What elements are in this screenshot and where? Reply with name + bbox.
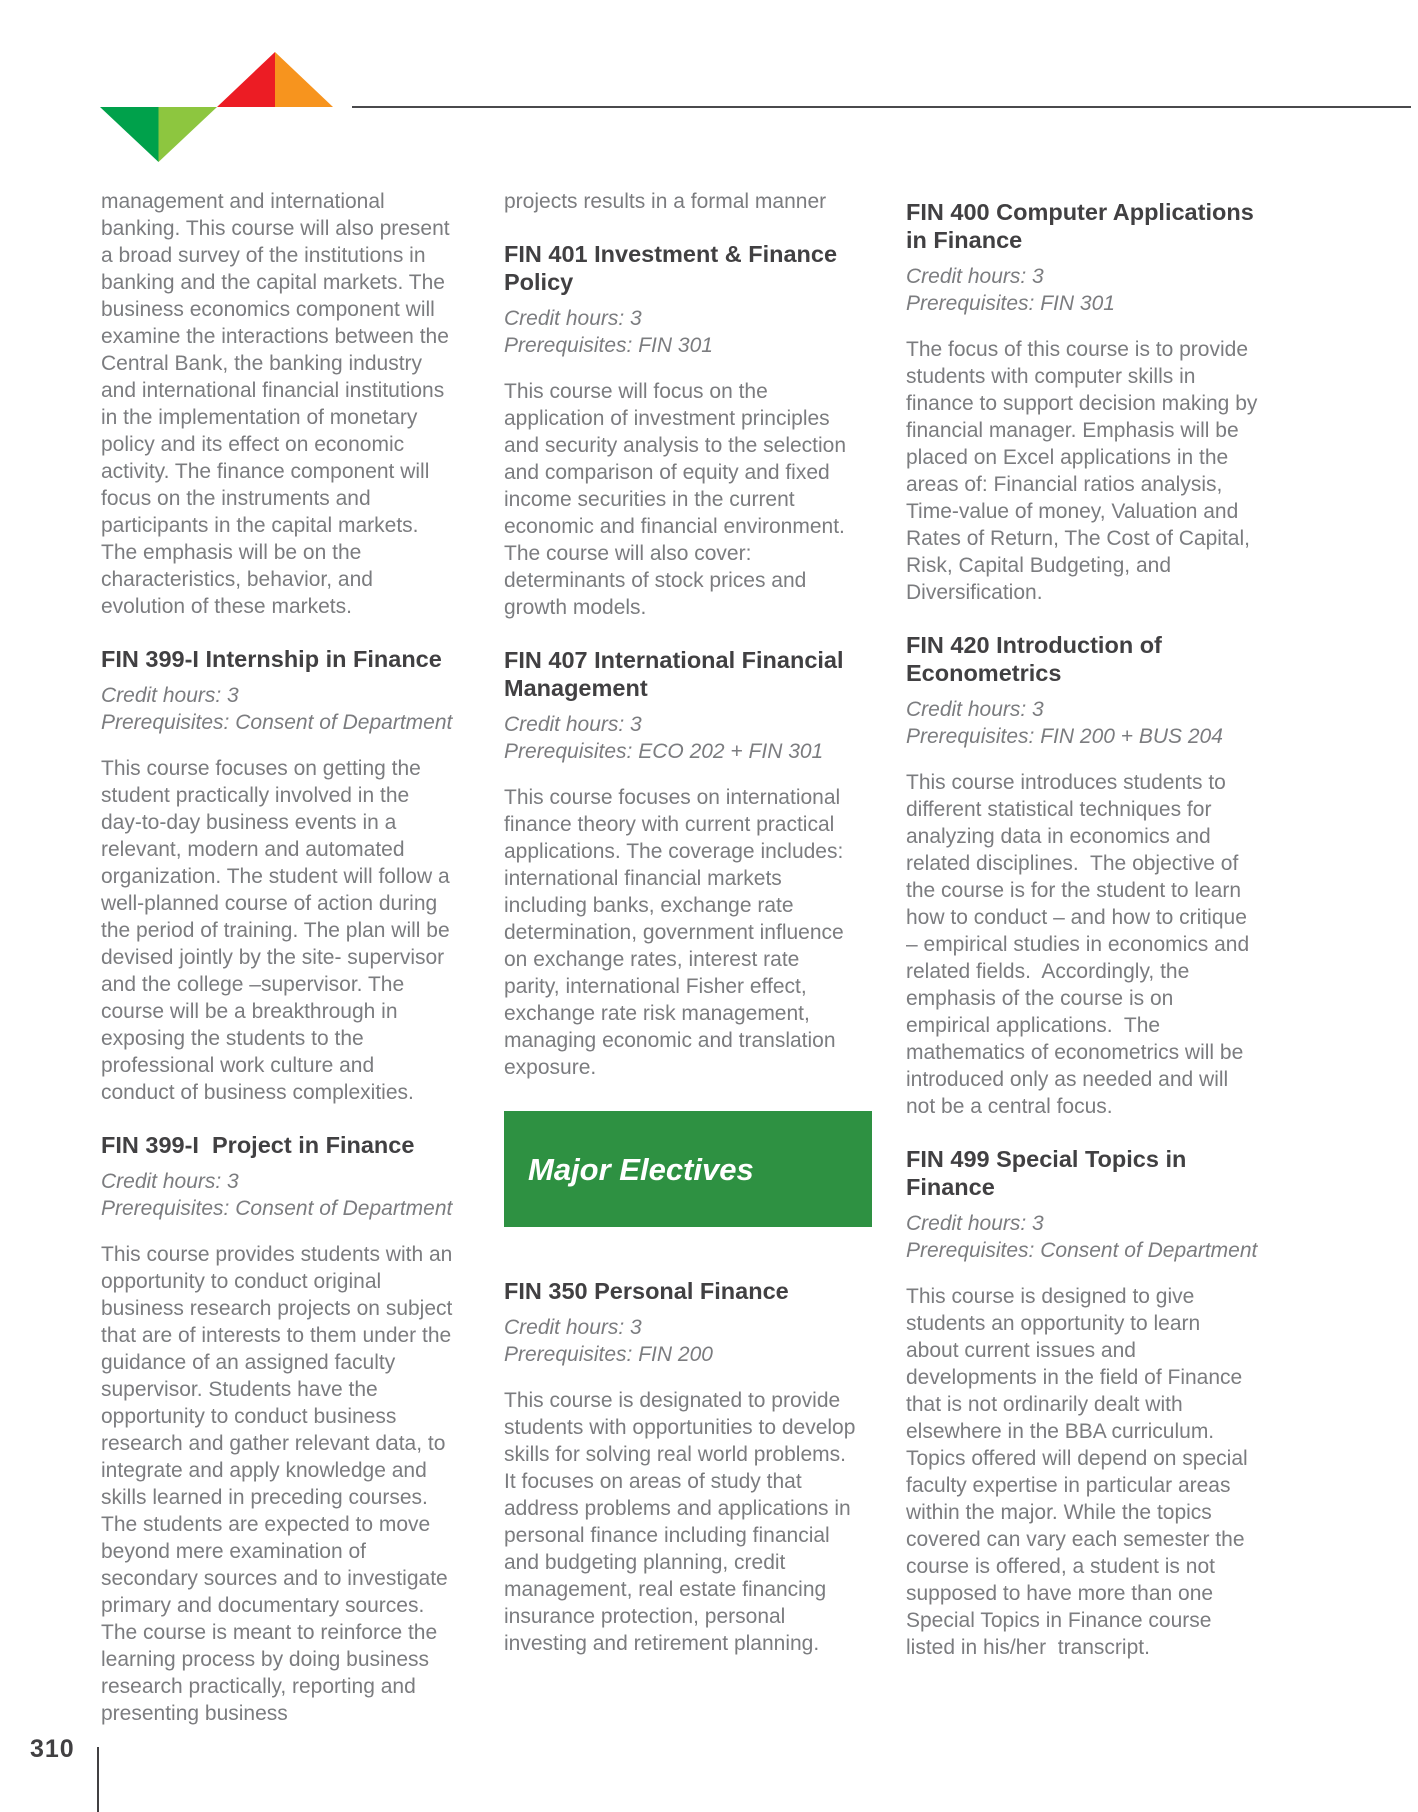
prerequisites: Prerequisites: FIN 200 + BUS 204 bbox=[906, 725, 1223, 748]
course-block-fin-499 bbox=[906, 1145, 1258, 1661]
column-1 bbox=[101, 188, 459, 1727]
column-3 bbox=[906, 188, 1264, 1661]
major-electives-banner-label: Major Electives bbox=[528, 1151, 754, 1187]
course-title: FIN 399-I Internship in Finance bbox=[101, 646, 442, 672]
credit-hours: Credit hours: 3 bbox=[906, 698, 1044, 721]
prerequisites: Prerequisites: Consent of Department bbox=[906, 1239, 1258, 1262]
course-title: FIN 350 Personal Finance bbox=[504, 1278, 789, 1304]
prerequisites: Prerequisites: FIN 301 bbox=[906, 292, 1115, 315]
course-description: This course is designed to give students an opportunity to learn about current issues and developments in the field of Finance that is not ordinarily dealt with elsewhere in the BBA curriculum. Topics offered will depend on special faculty expertise in particular areas within the major. While the topics covered can vary each semester the course is offered, a student is not supposed to have more than one Special Topics in Finance course listed in his/her transcript. bbox=[906, 1285, 1254, 1659]
credit-hours: Credit hours: 3 bbox=[101, 684, 239, 707]
course-block-fin-407 bbox=[504, 646, 856, 1081]
course-meta bbox=[504, 305, 856, 359]
course-meta bbox=[101, 1168, 453, 1222]
continued-paragraph: management and international banking. This course will also present a broad survey of the institutions in banking and the capital markets. The business economics component will examine the interactions between the Central Bank, the banking industry and international financial institutions in the implementation of monetary policy and its effect on economic activity. The finance component will focus on the instruments and participants in the capital markets. The emphasis will be on the characteristics, behavior, and evolution of these markets. bbox=[101, 190, 456, 618]
credit-hours: Credit hours: 3 bbox=[504, 1316, 642, 1339]
credit-hours: Credit hours: 3 bbox=[101, 1170, 239, 1193]
footer-rule bbox=[97, 1747, 99, 1812]
course-description: This course focuses on getting the student practically involved in the day-to-day business events in a relevant, modern and automated organization. The student will follow a well-planned course of action during the period of training. The plan will be devised jointly by the site- supervisor and the college –supervisor. The course will be a breakthrough in exposing the students to the professional work culture and conduct of business complexities. bbox=[101, 757, 456, 1104]
course-description: This course provides students with an opportunity to conduct original business research projects on subject that are of interests to them under the guidance of an assigned faculty supervisor. Students have the opportunity to conduct business research and gather relevant data, to integrate and apply knowledge and skills learned in preceding courses. The students are expected to move beyond mere examination of secondary sources and to investigate primary and documentary sources. The course is meant to reinforce the learning process by doing business research practically, reporting and presenting business bbox=[101, 1243, 459, 1725]
course-title: FIN 399-I Project in Finance bbox=[101, 1132, 415, 1158]
course-description: This course focuses on international finance theory with current practical applications. The coverage includes: international financial markets including banks, exchange rate determination, government influence on exchange rates, interest rate parity, international Fisher effect, exchange rate risk management, managing economic and translation exposure. bbox=[504, 786, 850, 1079]
course-title: FIN 400 Computer Applications in Finance bbox=[906, 199, 1261, 253]
course-meta bbox=[504, 711, 856, 765]
credit-hours: Credit hours: 3 bbox=[504, 307, 642, 330]
course-block-fin-420 bbox=[906, 631, 1258, 1120]
course-block-fin-350 bbox=[504, 1277, 862, 1657]
college-logo-icon bbox=[100, 52, 333, 162]
course-description: This course is designated to provide students with opportunities to develop skills for solving real world problems. It focuses on areas of study that address problems and applications in personal finance including financial and budgeting planning, credit management, real estate financing insurance protection, personal investing and retirement planning. bbox=[504, 1389, 862, 1655]
credit-hours: Credit hours: 3 bbox=[906, 1212, 1044, 1235]
course-block-fin-401 bbox=[504, 240, 856, 621]
course-block-fin-399i-internship bbox=[101, 645, 456, 1106]
prerequisites: Prerequisites: Consent of Department bbox=[101, 711, 453, 734]
course-block-fin-400 bbox=[906, 198, 1264, 606]
course-block-fin-399i-project bbox=[101, 1131, 459, 1727]
course-meta bbox=[906, 696, 1258, 750]
course-meta bbox=[504, 1314, 856, 1368]
credit-hours: Credit hours: 3 bbox=[906, 265, 1044, 288]
continued-paragraph: projects results in a formal manner bbox=[504, 190, 827, 213]
course-description: The focus of this course is to provide students with computer skills in finance to support decision making by financial manager. Emphasis will be placed on Excel applications in the areas of: Financial ratios analysis, Time-value of money, Valuation and Rates of Return, The Cost of Capital, Risk, Capital Budgeting, and Diversification. bbox=[906, 338, 1264, 604]
course-title: FIN 401 Investment & Finance Policy bbox=[504, 241, 844, 295]
course-title: FIN 499 Special Topics in Finance bbox=[906, 1146, 1193, 1200]
prerequisites: Prerequisites: Consent of Department bbox=[101, 1197, 453, 1220]
column-2 bbox=[504, 188, 862, 1657]
header-rule bbox=[352, 106, 1411, 108]
course-description: This course introduces students to different statistical techniques for analyzing data in economics and related disciplines. The objective of the course is for the student to learn how to conduct – and how to critique – empirical studies in economics and related fields. Accordingly, the emphasis of the course is on empirical applications. The mathematics of econometrics will be introduced only as needed and will not be a central focus. bbox=[906, 771, 1256, 1118]
prerequisites: Prerequisites: FIN 301 bbox=[504, 334, 713, 357]
major-electives-banner bbox=[504, 1111, 872, 1227]
course-title: FIN 420 Introduction of Econometrics bbox=[906, 632, 1169, 686]
course-title: FIN 407 International Financial Management bbox=[504, 647, 851, 701]
credit-hours: Credit hours: 3 bbox=[504, 713, 642, 736]
course-meta bbox=[906, 263, 1258, 317]
course-meta bbox=[101, 682, 453, 736]
course-meta bbox=[906, 1210, 1258, 1264]
page-number: 310 bbox=[30, 1735, 75, 1763]
prerequisites: Prerequisites: FIN 200 bbox=[504, 1343, 713, 1366]
prerequisites: Prerequisites: ECO 202 + FIN 301 bbox=[504, 740, 824, 763]
course-description: This course will focus on the application of investment principles and security analysis to the selection and comparison of equity and fixed income securities in the current economic and financial environment. The course will also cover: determinants of stock prices and growth models. bbox=[504, 380, 852, 619]
